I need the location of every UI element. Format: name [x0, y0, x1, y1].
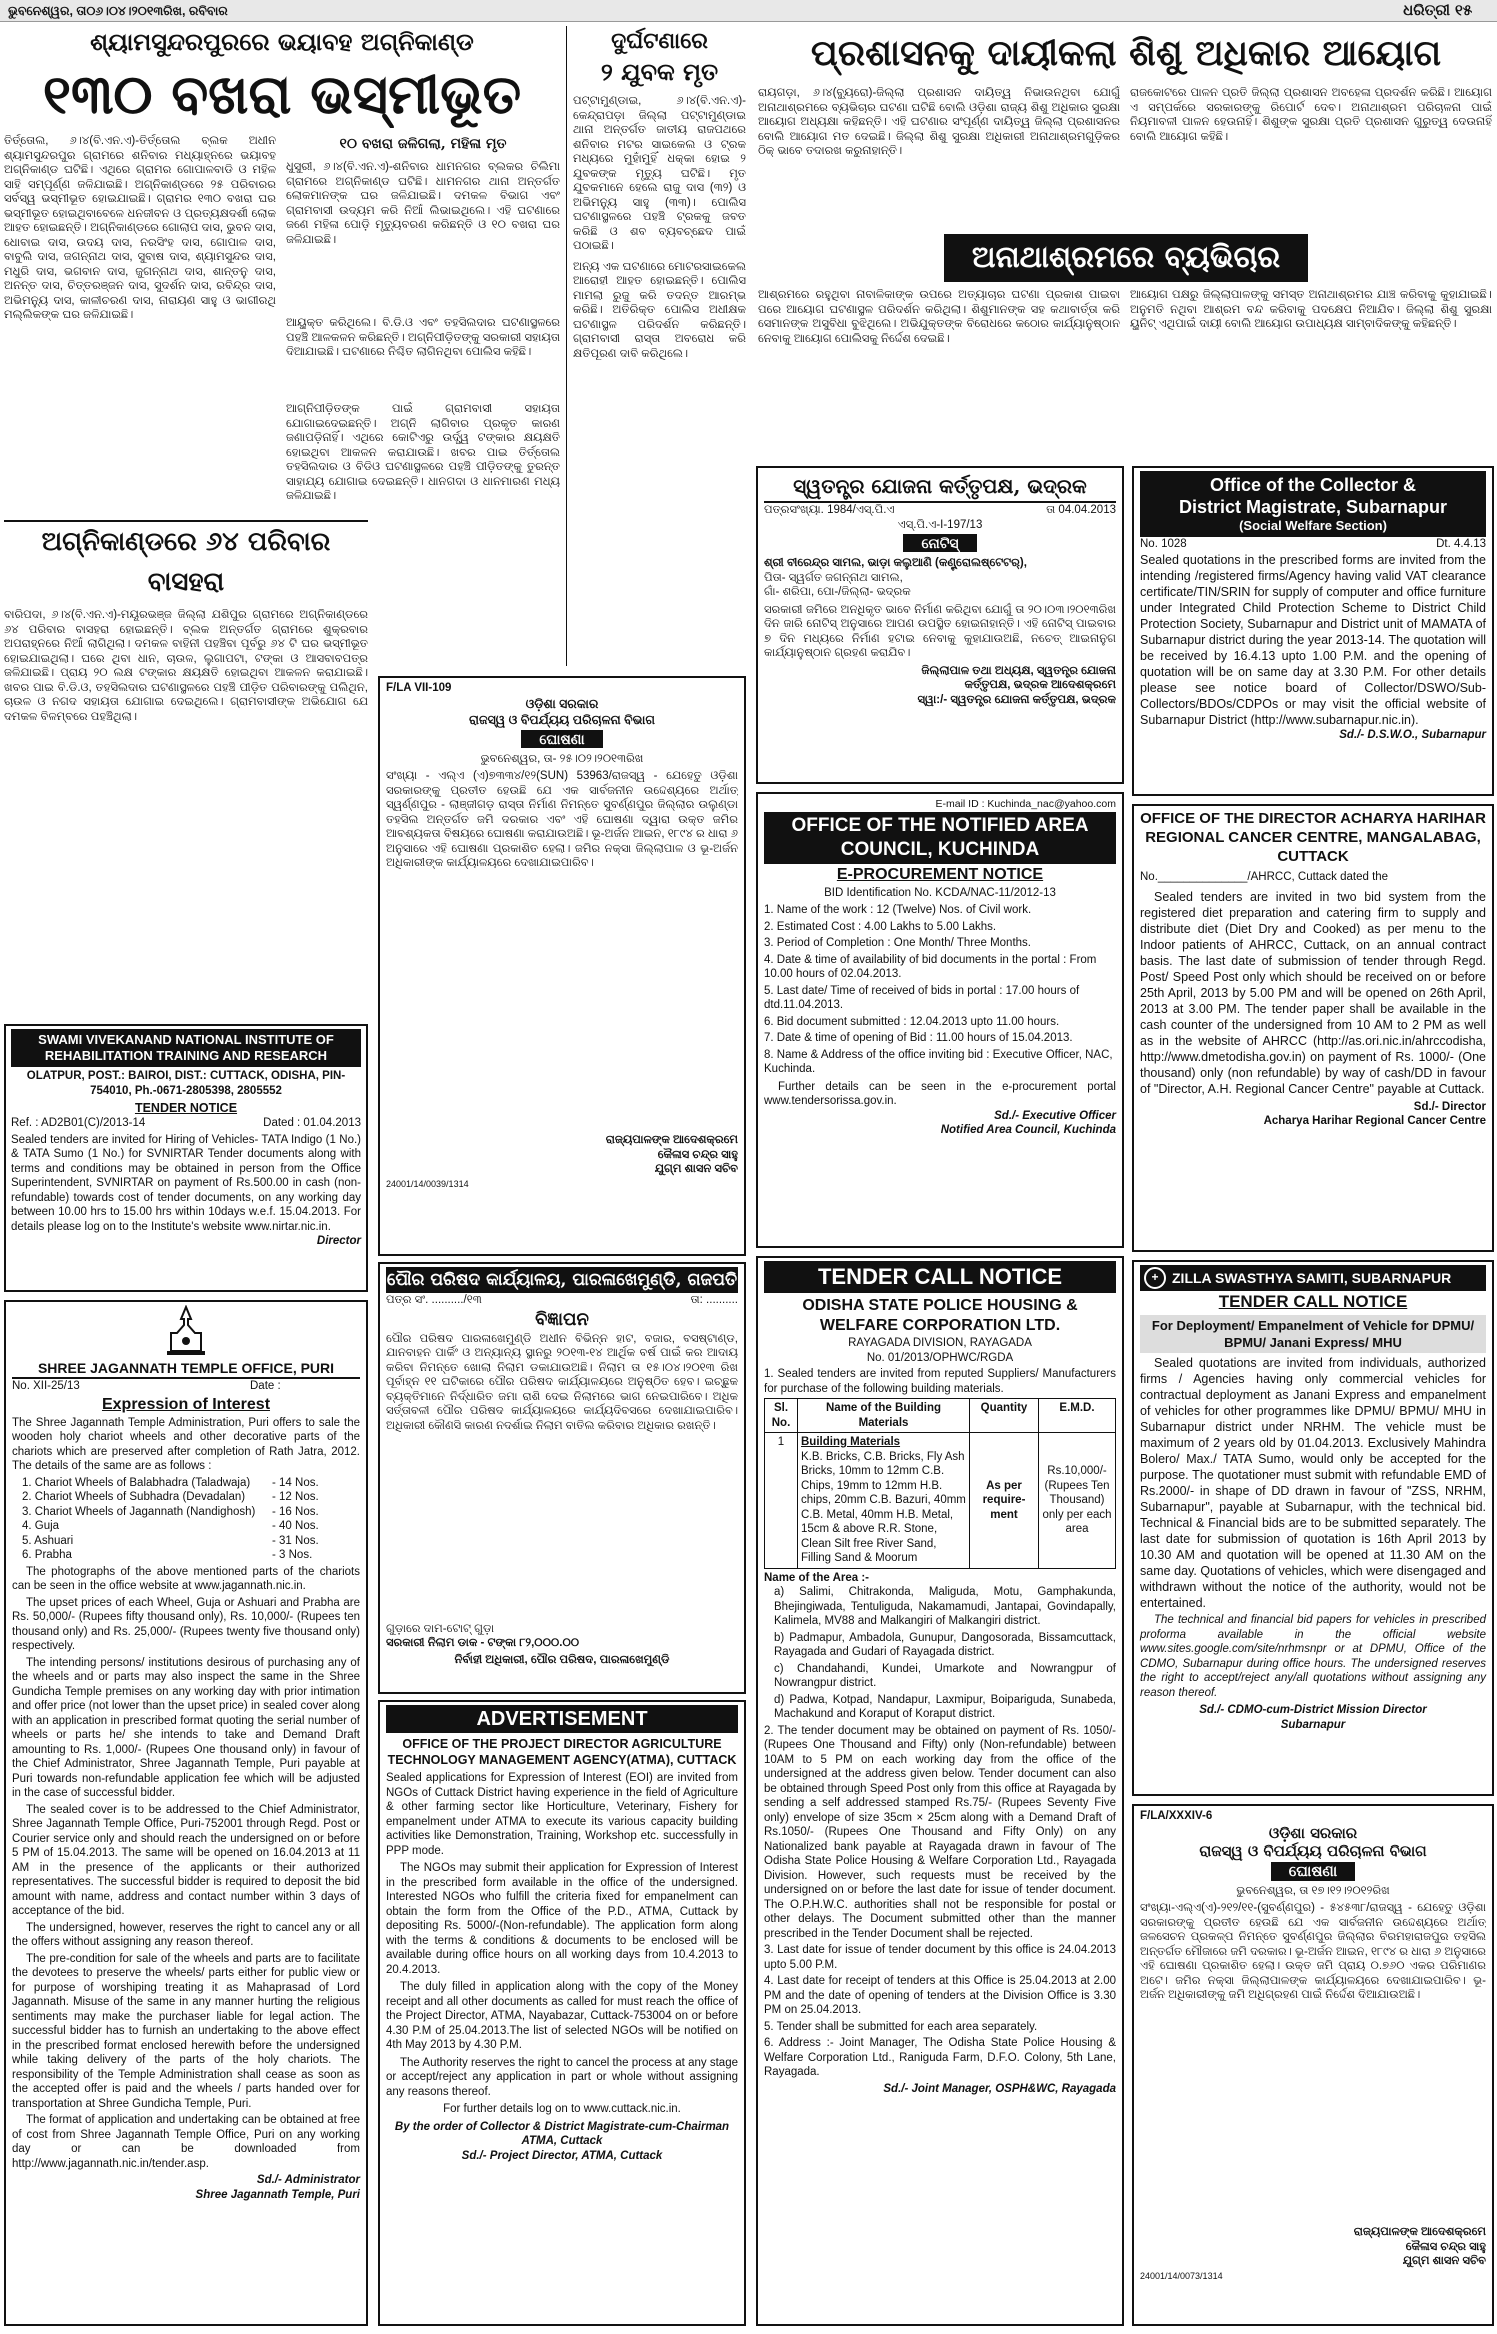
swatantra-to-2: ପିତା- ସ୍ୱର୍ଗତ ଜଗନ୍ନାଥ ସାମଲ, — [764, 571, 903, 584]
police-no: No. 01/2013/OPHWC/RGDA — [866, 1351, 1014, 1364]
jagannath-p2: The upset prices of each Wheel, Guja or Ashuari and Prabha are Rs. 50,000/- (Rupees fifty thousand only), Rs. 10,000/- (Rupees ten thousand only) and Rs. 25,000/- (Rupees twenty five thousand only) respectively. — [12, 1596, 360, 1652]
jagannath-p6: The pre-condition for sale of the wheels and parts are to facilitate the devotees to preserve the wheels/ parts either for public view or for purpose of worshiping treating it as Mahaprasad of Lord Jagannath. Misuse of the same in any manner hurting the religious sentiments may make the purchaser liable for legal action. The successful bidder has to furnish an undertaking to the above effect in the prescribed format enclosed herewith before the undersigned while taking delivery of the parts of the holy chariots. The responsibility of the Temple Administration shall cease as soon as the accepted offer is paid and the wheels / parts handed over for transportation at Shree Gundicha Temple, Puri. — [12, 1952, 360, 2110]
kuchinda-title: OFFICE OF THE NOTIFIED AREA COUNCIL, KUCHINDA — [764, 812, 1116, 864]
fire-body-3: ଧୁସୁରୀ, ୬।୪(ବି.ଏନ.ଏ)-ଶନିବାର ଧାମନଗର ବ୍ଲକର ଚିଲିମା ଗ୍ରାମରେ ଅଗ୍ନିକାଣ୍ଡ ଘଟିଛି। ଧାମନଗର ଥାନା ଅନ୍ତର୍ଗତ ଲୋକମାନଙ୍କ ଘର ଜଳିଯାଇଛି। ଦମକଳ ବିଭାଗ ଏବଂ ଗ୍ରାମବାସୀ ଉଦ୍ୟମ କରି ନିଆଁ ଲିଭାଇଥିଲେ। ଏହି ଘଟଣାରେ ଜଣେ ମହିଳା ପୋଡ଼ି ମୃତ୍ୟୁବରଣ କରିଛନ୍ତି ଓ ୧୦ ବଖରା ଘର ଜଳିଯାଇଛି। — [286, 161, 560, 246]
fire-headline: ୧୩୦ ବଖରା ଭସ୍ମୀଭୂତ — [42, 62, 522, 126]
swatantra-file: ଏସ୍.ପି.ଏ-I-197/13 — [897, 518, 983, 531]
atma-sign-1: By the order of Collector & District Magistrate-cum-Chairman ATMA, Cuttack — [394, 2120, 730, 2147]
table-cell-name-title: Building Materials — [801, 1436, 901, 1448]
list-item: 5. Last date/ Time of received of bids in portal : 17.00 hours of dtd.11.04.2013. — [764, 984, 1080, 1011]
child-rights-col-4: ଆୟୋଗ ପକ୍ଷରୁ ଜିଲ୍ଲାପାଳଙ୍କୁ ସମସ୍ତ ଅନାଥାଶ୍ରମର ଯାଞ୍ଚ କରିବାକୁ କୁହାଯାଇଛି। ଅନୁମତି ନଥିବା ଆଶ୍ରମ ବନ୍ଦ କରିବାକୁ ପଦକ୍ଷେପ ନିଆଯିବ। ଜିଲ୍ଲା ଶିଶୁ ସୁରକ୍ଷା ୟୁନିଟ୍ ଏଥିପାଇଁ ଦାୟୀ ବୋଲି ଆୟୋଗ ଉପାଧ୍ୟକ୍ଷ ସାମ୍ବାଦିକଙ୍କୁ କହିଛନ୍ତି। — [1130, 289, 1492, 330]
kuchinda-procurement — [756, 792, 1124, 1248]
child-rights-col-2: ରାଜକୋଟରେ ପାଳନ ପ୍ରତି ଜିଲ୍ଲା ପ୍ରଶାସନ ଅବହେଳା ପ୍ରଦର୍ଶନ କରିଛି। ଆୟୋଗ ଏ ସମ୍ପର୍କରେ ସରକାରଙ୍କୁ ରିପୋର୍ଟ ଦେବ। ଅନାଥାଶ୍ରମ ପରିଚାଳନା ପାଇଁ ନିୟମାବଳୀ ପାଳନ ହେଉନାହିଁ। ଶିଶୁଙ୍କ ସୁରକ୍ଷା ପ୍ରତି ପ୍ରଶାସନ ଗୁରୁତ୍ୱ ଦେଉନାହିଁ ବୋଲି ଆୟୋଗ କହିଛି। — [1130, 87, 1492, 143]
table-row — [765, 1433, 1116, 1569]
cancer-centre-tender — [1132, 804, 1494, 1252]
list-item: 2. Estimated Cost : 4.00 Lakhs to 5.00 Lakhs. — [764, 920, 997, 933]
list-item: 3. Period of Completion : One Month/ Three Months. — [764, 937, 1031, 949]
revenue2-sign-2: କୈଳାସ ଚନ୍ଦ୍ର ସାହୁ — [1405, 2240, 1486, 2253]
police-intro: 1. Sealed tenders are invited from reputed Suppliers/ Manufacturers for purchase of the following building materials. — [764, 1368, 1116, 1395]
zilla-title: ZILLA SWASTHYA SAMITI, SUBARNAPUR — [1172, 1270, 1452, 1286]
list-item-label: 6. Prabha — [22, 1549, 72, 1561]
zilla-body: Sealed quotations are invited from individuals, authorized firms / Agencies having only commercial vehicles for contractual deployment as Janani Express and empanelment of vehicles for other programmes like DPMU/ BPMU/ MHU in Subarnapur district under NRHM. The vehicle must be maximum of 2 years old by 01.04.2013. Exclusively Mahindra Bolero/ Max./ TATA Sumo, would only be accepted for the purpose. The quotationer must submit with refundable EMD of Rs.2000/- in shape of DD drawn in favour of "ZSS, NRHM, Subarnapur", payable at Subarnapur, with the technical bid. Technical & Financial bids are to be submitted separately. The last date for submission of quotation is 16th April 2013 by 10.30 AM and quotation will be opened at 11.30 AM on the same day. Quotations of vehicles, which were disengaged and withdrawn without the notice of the authority, would not be entertained. — [1140, 1356, 1486, 1610]
subarnapur-title-2: District Magistrate, Subarnapur — [1178, 497, 1448, 517]
police-division: RAYAGADA DIVISION, RAYAGADA — [848, 1337, 1032, 1349]
swatantra-to-3: ଗାଁ- ଶରିପା, ପୋ-/ଜିଲ୍ଲା- ଭଦ୍ରକ — [764, 586, 911, 598]
atma-p3: The duly filled in application along with the copy of the Money receipt and all other documents as called for must reach the office of the Project Director, ATMA, Nayabazar, Cuttack-753004 on or before 4.30 P.M of 25.04.2013.The list of selected NGOs will be notified on 4th May 2013 by 4.30 P.M. — [386, 1981, 738, 2051]
svnirtar-address: OLATPUR, POST.: BAIROI, DIST.: CUTTACK, ODISHA, PIN-754010, Ph.-0671-2805398, 2805552 — [26, 1070, 346, 1097]
table-header-cell: E.M.D. — [1039, 1399, 1116, 1433]
fire64-headline: ଅଗ୍ନିକାଣ୍ଡରେ ୬୪ ପରିବାର ବାସହରା — [41, 527, 331, 597]
child-rights-story — [758, 26, 1494, 462]
revenue-notice-2 — [1132, 1804, 1494, 2326]
paralakhemundi-sign: ନିର୍ବାହୀ ଅଧିକାରୀ, ପୌର ପରିଷଦ, ପାରଳାଖେମୁଣ୍ଡି — [454, 1653, 670, 1666]
svnirtar-ref: Ref. : AD2B01(C)/2013-14 — [11, 1117, 146, 1129]
jagannath-sign-2: Shree Jagannath Temple, Puri — [195, 2188, 360, 2201]
list-item: a) Salimi, Chitrakonda, Maliguda, Motu, Gamphakunda, Bhejingiwada, Tentuliguda, Nakamamudi, Jantapai, Govindapally, Kalimela, MV88 and Malkangiri of Malkangiri district. — [774, 1586, 1116, 1627]
subarnapur-collector — [1132, 466, 1494, 796]
masthead-date: ଭୁବନେଶ୍ୱର, ତା୦୬।୦୪।୨୦୧୩ରିଖ, ରବିବାର — [8, 4, 228, 18]
table-cell-name — [798, 1433, 970, 1569]
jagannath-p4: The sealed cover is to be addressed to the Chief Administrator, Shree Jagannath Temple Office, Puri-752001 through Regd. Post or Courier service only and should reach the undersigned on or before 5 PM of 15.04.2013. The same will be opened on 16.04.2013 at 11 AM in the presence of the applicants or their authorized representatives. The successful bidder is required to deposit the bid amount with name, address and contact number within 3 days of acceptance of the bid. — [12, 1803, 360, 1917]
fire-body-2: ଆଗ୍ନିପୀଡ଼ିତଙ୍କ ପାଇଁ ଗ୍ରାମବାସୀ ସହାୟତା ଯୋଗାଇଦେଇଛନ୍ତି। ଅଗ୍ନି ଲାଗିବାର ପ୍ରକୃତ କାରଣ ଜଣାପଡ଼ିନାହିଁ। ଏଥିରେ କୋଟିଏରୁ ଉର୍ଦ୍ଧ୍ୱ ଟଙ୍କାର କ୍ଷୟକ୍ଷତି ହୋଇଥିବା ଆକଳନ କରାଯାଉଛି। ଖବର ପାଇ ତିର୍ତ୍ତୋଲ ତହସିଲଦାର ଓ ବିଡିଓ ଘଟଣାସ୍ଥଳରେ ପହଞ୍ଚି ପୀଡ଼ିତଙ୍କୁ ତୁରନ୍ତ ସାହାଯ୍ୟ ଯୋଗାଇ ଦେଇଛନ୍ତି। ଧାନଗଦା ଓ ଧାନମାରଣ ମଧ୍ୟ ଜଳିଯାଇଛି। — [286, 403, 560, 502]
paralakhemundi-amount: ସରକାରୀ ନିଲାମ ଡାକ - ଟଙ୍କା ୮୨,୦୦୦.୦୦ — [386, 1637, 580, 1649]
revenue2-code: 24001/14/0073/1314 — [1140, 2270, 1223, 2281]
subarnapur-body: Sealed quotations in the prescribed forms are invited from the intending /registered firms/Agency having valid VAT clearance certificate/TIN/SRIN for supply of computer and office furniture under Integrated Child Protection Scheme to District Child Protection Society, Subarnapur and District unit of MAMATA of Subarnapur district during the year 2013-14. The quotation will be received by 16.4.13 upto 1.00 P.M. and the opening of quotation will be on same day at 3.30 P.M. For other details please see notice board of Collector/DSWO/Sub-Collectors/BDOs/CDPOs or may visit the official website of Subarnapur District (http://www.subarnapur.nic.in). — [1140, 552, 1486, 727]
table-header-row — [765, 1399, 1116, 1433]
accident-body-2: ଅନ୍ୟ ଏକ ଘଟଣାରେ ମୋଟରସାଇକେଲ ଆରୋହୀ ଆହତ ହୋଇଛନ୍ତି। ପୋଲିସ ମାମଲା ରୁଜୁ କରି ତଦନ୍ତ ଆରମ୍ଭ କରିଛି। ଅତିରିକ୍ତ ପୋଲିସ ଅଧୀକ୍ଷକ ଘଟଣାସ୍ଥଳ ପରିଦର୍ଶନ କରିଛନ୍ତି। ଗ୍ରାମବାସୀ ରାସ୍ତା ଅବରୋଧ କରି କ୍ଷତିପୂରଣ ଦାବି କରିଥିଲେ। — [573, 260, 746, 360]
kuchinda-sign-1: Sd./- Executive Officer — [994, 1109, 1116, 1122]
subarnapur-header — [1140, 471, 1486, 537]
police-p5: 5. Tender shall be submitted for each area separately. — [764, 2020, 1038, 2033]
svnirtar-title: SWAMI VIVEKANAND NATIONAL INSTITUTE OF REHABILITATION TRAINING AND RESEARCH — [11, 1029, 361, 1067]
zilla-sign-1: Sd./- CDMO-cum-District Mission Director — [1199, 1704, 1427, 1716]
jagannath-p5: The undersigned, however, reserves the right to cancel any or all the offers without assigning any reason thereof. — [12, 1921, 360, 1948]
revenue2-notice-label: ଘୋଷଣା — [1271, 1862, 1355, 1881]
police-p6: 6. Address :- Joint Manager, The Odisha State Police Housing & Welfare Corporation Ltd., Raniguda Farm, D.F.O. Colony, 5th Lane, Rayagada. — [764, 2037, 1116, 2078]
list-item: c) Chandahandi, Kundei, Umarkote and Nowrangpur of Nowrangpur district. — [774, 1662, 1116, 1689]
kuchinda-notice: E-PROCUREMENT NOTICE — [836, 865, 1044, 883]
jagannath-date: Date : — [250, 1380, 281, 1392]
police-areas — [764, 1585, 1116, 1722]
svnirtar-notice: TENDER NOTICE — [134, 1101, 238, 1115]
masthead — [0, 0, 1497, 22]
zilla-sign-2: Subarnapur — [1280, 1718, 1346, 1731]
table-header-cell: Quantity — [970, 1399, 1039, 1433]
table-cell-name-list: K.B. Bricks, C.B. Bricks, Fly Ash Bricks, 10mm to 12mm C.B. Chips, 19mm to 12mm H.B. chips, 20mm C.B. Bazuri, 40mm C.B. Metal, 40mm H.B. Metal, 15cm & above R.R. Stone, Clean Silt free River Sand, Filling Sand & Moorum — [801, 1450, 966, 1564]
list-item-label: 3. Chariot Wheels of Jagannath (Nandighosh) — [22, 1505, 256, 1518]
svnirtar-dated: Dated : 01.04.2013 — [263, 1117, 361, 1129]
list-item — [22, 1505, 360, 1520]
list-item: 4. Date & time of availability of bid documents in the portal : From 10.00 hours of 02.04.2013. — [764, 953, 1097, 980]
list-item: d) Padwa, Kotpad, Nandapur, Laxmipur, Boipariguda, Sunabeda, Machakund and Koraput of Koraput district. — [774, 1693, 1116, 1720]
zilla-p2: The technical and financial bid papers for vehicles in prescribed proforma available in the official website www.sites.google.com/site/nrhmsnpr or at DPMU, Office of the CDMO, Subarnapur during office hours. The undersigned reserves the right to accept/reject any/all quotations without assigning any reason thereof. — [1140, 1614, 1486, 1699]
atma-advertisement — [378, 1700, 746, 2326]
cancer-sign-2: Acharya Harihar Regional Cancer Centre — [1263, 1115, 1486, 1127]
cancer-body: Sealed tenders are invited in two bid system from the registered diet preparation and catering firm to supply and distribute diet (Diet Dry and Cooked) as per menu to the Indoor patients of AHRCC, Cuttack, on an annual contract basis. The last date of submission of tender through Regd. Post/ Speed Post only which should be received on or before 25th April, 2013 by 5.00 PM and will be opened on 26th April, 2013 at 3.00 PM. The tender paper shall be available in the cash counter of the undersigned from 10 AM to 2 PM as well as in the website of AHRCC (http://as.ori.nic.in/ahrccodisha, http://www.dmetodisha.gov.in) on payment of Rs. 1000/- (One thousand) only (non refundable) by way of cash/DD in favour of "Director, A.H. Regional Cancer Centre" payable at Cuttack. — [1140, 889, 1486, 1096]
police-org: ODISHA STATE POLICE HOUSING & WELFARE CORPORATION LTD. — [802, 1297, 1078, 1334]
table-header-cell: Sl. No. — [765, 1399, 798, 1433]
kuchinda-email: E-mail ID : Kuchinda_nac@yahoo.com — [935, 798, 1116, 810]
orphanage-label-box: ଅନାଥାଶ୍ରମରେ ବ୍ୟଭିଚାର — [944, 234, 1308, 282]
kuchinda-items — [764, 903, 1116, 1077]
list-item-qty: - 3 Nos. — [272, 1549, 313, 1561]
atma-office: OFFICE OF THE PROJECT DIRECTOR AGRICULTURE TECHNOLOGY MANAGEMENT AGENCY(ATMA), CUTTACK — [387, 1737, 737, 1767]
paralakhemundi-no: ପତ୍ର ସଂ. ........../୧୩ — [386, 1294, 482, 1306]
temple-emblem-icon — [12, 1305, 360, 1359]
zilla-swasthya-tender — [1132, 1260, 1494, 1796]
list-item-label: 1. Chariot Wheels of Balabhadra (Taladwaja) — [22, 1476, 251, 1489]
revenue2-gov: ଓଡ଼ିଶା ସରକାର — [1268, 1823, 1358, 1842]
list-item — [22, 1548, 360, 1563]
revenue1-code: 24001/14/0039/1314 — [386, 1178, 469, 1189]
revenue1-gov: ଓଡ଼ିଶା ସରକାର — [525, 696, 599, 711]
zilla-sub: For Deployment/ Empanelment of Vehicle for DPMU/ BPMU/ Janani Express/ MHU — [1140, 1315, 1486, 1353]
list-item: 6. Bid document submitted : 12.04.2013 upto 11.00 hours. — [764, 1015, 1060, 1028]
revenue1-notice-label: ଘୋଷଣା — [521, 730, 602, 748]
accident-body-1: ପଟ୍ଟାମୁଣ୍ଡାଇ, ୬।୪(ବି.ଏନ.ଏ)-କେନ୍ଦ୍ରାପଡ଼ା ଜିଲ୍ଲା ପଟ୍ଟାମୁଣ୍ଡାଇ ଥାନା ଅନ୍ତର୍ଗତ ଜାତୀୟ ରାଜପଥରେ ଶନିବାର ମଟର ସାଇକେଲ ଓ ଟ୍ରକ ମଧ୍ୟରେ ମୁହାଁମୁହିଁ ଧକ୍କା ହୋଇ ୨ ଯୁବକଙ୍କ ମୃତ୍ୟୁ ଘଟିଛି। ମୃତ ଯୁବକମାନେ ହେଲେ ରାଜୁ ଦାସ (୩୨) ଓ ଅଭିମନ୍ୟୁ ସାହୁ (୩୩)। ପୋଲିସ ଘଟଣାସ୍ଥଳରେ ପହଞ୍ଚି ଟ୍ରକକୁ ଜବତ କରିଛି ଓ ଶବ ବ୍ୟବଚ୍ଛେଦ ପାଇଁ ପଠାଇଛି। — [573, 95, 746, 252]
swatantra-body: ସରକାରୀ ଜମିରେ ଅନଧିକୃତ ଭାବେ ନିର୍ମାଣ କରିଥିବା ଯୋଗୁଁ ତା ୨୦।୦୩।୨୦୧୩ରିଖ ଦିନ ଜାରି ନୋଟିସ୍ ଅନୁସାରେ ଆପଣ ଉପସ୍ଥିତ ହୋଇନାହାନ୍ତି। ଏହି ନୋଟିସ୍ ପାଇବାର ୭ ଦିନ ମଧ୍ୟରେ ନିର୍ମାଣ ହଟାଇ ନେବାକୁ କୁହାଯାଉଅଛି, ନଚେତ୍ ଆଇନାନୁଗ କାର୍ଯ୍ୟାନୁଷ୍ଠାନ ଗ୍ରହଣ କରାଯିବ। — [764, 603, 1116, 659]
list-item-qty: - 40 Nos. — [272, 1520, 319, 1532]
cancer-title: OFFICE OF THE DIRECTOR ACHARYA HARIHAR REGIONAL CANCER CENTRE, MANGALABAG, CUTTACK — [1140, 810, 1486, 865]
fire-story — [4, 26, 560, 510]
swatantra-notice-label: ନୋଟିସ୍ — [903, 534, 976, 552]
jagannath-p1: The photographs of the above mentioned parts of the chariots can be seen in the office website at www.jagannath.nic.in. — [12, 1565, 360, 1592]
subarnapur-sign: Sd./- D.S.W.O., Subarnapur — [1339, 728, 1486, 741]
table-cell-qty: As per require-ment — [970, 1433, 1039, 1569]
revenue1-ref: F/LA VII-109 — [386, 682, 452, 694]
subarnapur-title-1: Office of the Collector & — [1209, 475, 1416, 495]
cancer-no: No.______________/AHRCC, Cuttack dated the — [1140, 871, 1389, 883]
jagannath-no: No. XII-25/13 — [12, 1380, 80, 1392]
swatantra-notice — [756, 466, 1124, 784]
kuchinda-bid: BID Identification No. KCDA/NAC-11/2012-13 — [824, 886, 1056, 899]
list-item-qty: - 31 Nos. — [272, 1534, 319, 1547]
accident-headline: ୨ ଯୁବକ ମୃତ — [600, 57, 719, 86]
fire-body-1: ତିର୍ତ୍ତୋଲ, ୬।୪(ବି.ଏନ.ଏ)-ତିର୍ତ୍ତୋଲ ବ୍ଲକ ଅଧୀନ ଶ୍ୟାମସୁନ୍ଦରପୁର ଗ୍ରାମରେ ଶନିବାର ମଧ୍ୟାହ୍ନରେ ଭୟାବହ ଅଗ୍ନିକାଣ୍ଡ ଘଟିଛି। ଏଥିରେ ଗ୍ରାମର ଗୋପାଳବାଡି ଓ ମହିଳ ସାହି ସମ୍ପୂର୍ଣ୍ଣ ଜଳିଯାଇଛି। ଅଗ୍ନିକାଣ୍ଡରେ ୨୫ ପରିବାରର ସର୍ବସ୍ୱ ଭସ୍ମୀଭୂତ ହୋଇଯାଇଛି। ଗ୍ରାମର ୧୩୦ ବଖରା ଘର ଭସ୍ମୀଭୂତ ହୋଇଥିବାବେଳେ ଧନଜୀବନ ଓ ପ୍ରତ୍ୟକ୍ଷଦର୍ଶୀ ଲୋକ ଆହତ ହୋଇଛନ୍ତି। ଅଗ୍ନିକାଣ୍ଡରେ ଗୋଲାପ ଦାସ, ଭୁବନ ଦାସ, ଧୋବାଇ ଦାସ, ଉଦୟ ଦାସ, ନରସିଂହ ଦାସ, ଗୋପାଳ ଦାସ, ବାବୁଲି ଦାସ, ଜଗନ୍ନାଥ ଦାସ, ସୁବାଷ ଦାସ, ଶ୍ୟାମସୁନ୍ଦର ଦାସ, ମଧୁରି ଦାସ, ଭଗବାନ ଦାସ, ଜୁଗନ୍ନାଥ ଦାସ, ଶାନ୍ତନୁ ଦାସ, ଅନନ୍ତ ଦାସ, ଚିତ୍ତରଞ୍ଜନ ଦାସ, ସୁଦର୍ଶନ ଦାସ, ରବିନ୍ଦ୍ର ଦାସ, ଅଭିମନ୍ୟୁ ଦାସ, କାଳୀଚରଣ ଦାସ, ନାରାୟଣ ସାହୁ ଓ ଭାଗୀରଥି ମଲ୍ଲିକଙ୍କ ଘର ଜଳିଯାଇଛି। — [4, 135, 276, 321]
accident-story — [566, 26, 746, 666]
revenue1-dept: ରାଜସ୍ୱ ଓ ବିପର୍ଯ୍ୟୟ ପରିଚାଳନା ବିଭାଗ — [469, 712, 655, 727]
subarnapur-no: No. 1028 — [1140, 538, 1187, 550]
paralakhemundi-body: ପୌର ପରିଷଦ ପାରଳାଖେମୁଣ୍ଡି ଅଧୀନ ବିଭିନ୍ନ ହାଟ, ବଜାର, ବସଷ୍ଟାଣ୍ଡ, ଯାନବାହନ ପାର୍କିଂ ଓ ଅନ୍ୟାନ୍ୟ ସ୍ଥାନରୁ ୨୦୧୩-୧୪ ଆର୍ଥିକ ବର୍ଷ ପାଇଁ କର ଆଦାୟ କରିବା ନିମନ୍ତେ ଖୋଲା ନିଲାମ ଡକାଯାଉଅଛି। ନିଲାମ ତା ୧୫।୦୪।୨୦୧୩ ରିଖ ପୂର୍ବାହ୍ନ ୧୧ ଘଟିକାରେ ପୌର ପରିଷଦ କାର୍ଯ୍ୟାଳୟରେ ଅନୁଷ୍ଠିତ ହେବ। ଇଚ୍ଛୁକ ବ୍ୟକ୍ତିମାନେ ନିର୍ଦ୍ଧାରିତ ଜମା ରାଶି ଦେଇ ନିଲାମରେ ଭାଗ ନେଇପାରିବେ। ଅଧିକ ସର୍ତ୍ତାବଳୀ ପୌର ପରିଷଦ କାର୍ଯ୍ୟାଳୟରେ କାର୍ଯ୍ୟଦିବସରେ ଦେଖାଯାଇପାରିବ। ଅଧିକାରୀ କୌଣସି କାରଣ ନଦର୍ଶାଇ ନିଲାମ ବାତିଲ କରିବାର ଅଧିକାର ରଖନ୍ତି। — [386, 1332, 738, 1432]
masthead-page-number: ୧୫ — [1455, 1, 1473, 19]
fire64-body: ବାରିପଦା, ୬।୪(ବି.ଏନ.ଏ)-ମୟୂରଭଞ୍ଜ ଜିଲ୍ଲା ଯଶିପୁର ଗ୍ରାମରେ ଅଗ୍ନିକାଣ୍ଡରେ ୬୪ ପରିବାର ବାସହରା ହୋଇଛନ୍ତି। ବ୍ଲକ ଅନ୍ତର୍ଗତ ଗ୍ରାମରେ ଶୁକ୍ରବାର ଅପରାହ୍ନରେ ନିଆଁ ଲାଗିଥିଲା। ଦମକଳ ବାହିନୀ ପହଞ୍ଚିବା ପୂର୍ବରୁ ୬୪ ଟି ଘର ଭସ୍ମୀଭୂତ ହୋଇଯାଇଥିଲା। ଘରେ ଥିବା ଧାନ, ଚାଉଳ, ଲୁଗାପଟା, ଟଙ୍କା ଓ ଆସବାବପତ୍ର ଜଳିଯାଇଛି। ପ୍ରାୟ ୨୦ ଲକ୍ଷ ଟଙ୍କାର କ୍ଷୟକ୍ଷତି ହୋଇଥିବା ଆକଳନ କରାଯାଇଛି। ଖବର ପାଇ ବି.ଡି.ଓ, ତହସିଲଦାର ଘଟଣାସ୍ଥଳରେ ପହଞ୍ଚି ପୀଡ଼ିତ ପରିବାରଙ୍କୁ ପଲିଥିନ, ଚାଉଳ ଓ ନଗଦ ସହାୟତା ଯୋଗାଇ ଦେଇଥିଲେ। ଗ୍ରାମବାସୀଙ୍କ ଅଭିଯୋଗ ଯେ ଦମକଳ ବିଳମ୍ବରେ ପହଞ୍ଚିଥିଲା। — [4, 609, 368, 723]
revenue1-sign-3: ଯୁଗ୍ମ ଶାସନ ସଚିବ — [654, 1163, 738, 1175]
svnirtar-sign: Director — [316, 1235, 361, 1247]
fire-subhead: ୧୦ ବଖରା ଜଳିଗଲା, ମହିଳା ମୃତ — [339, 136, 507, 152]
list-item — [22, 1490, 360, 1505]
svnirtar-body: Sealed tenders are invited for Hiring of Vehicles- TATA Indigo (1 No.) & TATA Sumo (1 No.) for SVNIRTAR Tender documents along with terms and conditions may be obtained in person from the Office Superintendent, SVNIRTAR on payment of Rs.500.00 in cash (non-refundable) towards cost of tender documents, on any working day between 10.00 hrs to 15.00 hrs within 10days w.e.f. 15.04.2013. For details please log on to the Institute's website www.nirtar.nic.in. — [11, 1133, 361, 1233]
swatantra-sign-3: ସ୍ୱା:/- ସ୍ୱତନ୍ତ୍ର ଯୋଜନା କର୍ତ୍ତୃପକ୍ଷ, ଭଦ୍ରକ — [917, 693, 1116, 706]
zilla-notice: TENDER CALL NOTICE — [1218, 1292, 1408, 1311]
list-item: 7. Date & time of opening of Bid : 11.00 hours of 15.04.2013. — [764, 1032, 1073, 1044]
list-item — [22, 1476, 360, 1491]
swatantra-no: ପତ୍ରସଂଖ୍ୟା. 1984/ଏସ୍.ପି.ଏ — [764, 504, 895, 516]
accident-kicker: ଦୁର୍ଘଟଣାରେ — [611, 28, 708, 54]
revenue2-ref: F/LA/XXXIV-6 — [1140, 1810, 1213, 1822]
fire64-story — [4, 520, 368, 1022]
list-item-qty: - 16 Nos. — [272, 1505, 319, 1518]
paralakhemundi-ad — [378, 1262, 746, 1694]
swatantra-dt: ତା 04.04.2013 — [1046, 504, 1116, 516]
revenue1-sign-1: ରାଜ୍ୟପାଳଙ୍କ ଆଦେଶକ୍ରମେ — [605, 1134, 738, 1146]
police-p4: 4. Last date for receipt of tenders at this Office is 25.04.2013 at 2.00 PM and the date of opening of tenders at the Division Office is 3.30 PM on 25.04.2013. — [764, 1975, 1116, 2016]
jagannath-p3: The intending persons/ institutions desirous of purchasing any of the wheels and or parts may also inspect the same in the Shree Gundicha Temple premises on any working day with prior intimation and offer price (not lower than the upset price) in sealed cover along with an application in prescribed format quoting the serial number of wheels or parts he/ she intends to take and Demand Draft amounting to Rs. 1,000/- (Rupees One thousand only) in favour of the Chief Administrator, Shree Jagannath Temple, Puri payable at Puri towards non-refundable application fee which will be adjusted in the case of successful bidder. — [12, 1656, 360, 1799]
masthead-paper-name: ଧରିତ୍ରୀ — [1403, 1, 1450, 19]
revenue-notice-1 — [378, 676, 746, 1256]
list-item: 1. Name of the work : 12 (Twelve) Nos. of Civil work. — [764, 904, 1032, 916]
list-item — [22, 1519, 360, 1534]
swatantra-sign-2: କର୍ତ୍ତୃପକ୍ଷ, ଭଦ୍ରକ ଆଦେଶକ୍ରମେ — [964, 679, 1116, 691]
child-rights-col-3: ଆଶ୍ରମରେ ରହୁଥିବା ନାବାଳିକାଙ୍କ ଉପରେ ଅତ୍ୟାଚାର ଘଟଣା ପ୍ରକାଶ ପାଇବା ପରେ ଆୟୋଗ ଘଟଣାସ୍ଥଳ ପରିଦର୍ଶନ କରିଥିଲା। ଶିଶୁମାନଙ୍କ ସହ କଥାବାର୍ତ୍ତା କରି ସେମାନଙ୍କ ଅସୁବିଧା ବୁଝିଥିଲେ। ଅଭିଯୁକ୍ତଙ୍କ ବିରୋଧରେ କଠୋର କାର୍ଯ୍ୟାନୁଷ୍ଠାନ ନେବାକୁ ଆୟୋଗ ପୋଲିସକୁ ନିର୍ଦ୍ଦେଶ ଦେଇଛି। — [758, 289, 1120, 345]
table-cell-emd: Rs.10,000/- (Rupees Ten Thousand) only per each area — [1039, 1433, 1116, 1569]
jagannath-eoi — [4, 1300, 368, 2326]
atma-p1: Sealed applications for Expression of Interest (EOI) are invited from NGOs of Cuttack District having experience in the field of Agriculture & other farming sector like Horticulture, Veterinary, Fishery for empanelment under ATMA to execute its various capacity building activities like Demonstration, Training, Workshop etc. successfully in PPP mode. — [386, 1772, 738, 1857]
paralakhemundi-heading: ବିଜ୍ଞାପନ — [535, 1308, 589, 1330]
atma-p4: The Authority reserves the right to cancel the process at any stage or accept/reject any application in part or whole without assigning any reasons thereof. — [386, 2056, 738, 2098]
list-item-qty: - 14 Nos. — [272, 1476, 319, 1489]
child-rights-headline: ପ୍ରଶାସନକୁ ଦାୟୀକଲା ଶିଶୁ ଅଧିକାର ଆୟୋଗ — [810, 32, 1442, 74]
jagannath-sign-1: Sd./- Administrator — [256, 2174, 360, 2186]
jagannath-title: SHREE JAGANNATH TEMPLE OFFICE, PURI — [12, 1359, 360, 1379]
revenue1-date: ଭୁବନେଶ୍ୱର, ତା- ୨୫।୦୨।୨୦୧୩ରିଖ — [480, 752, 644, 765]
swatantra-to-1: ଶ୍ରୀ ବୀରେନ୍ଦ୍ର ସାମଲ, ଭାଡ଼ା କଲୁଆଣି (କଣ୍ଟ୍ରୋଲଷ୍ଟେଟର୍), — [764, 557, 1027, 569]
list-item-label: 4. Guja — [22, 1520, 60, 1532]
revenue1-sign-2: କୈଳାସ ଚନ୍ଦ୍ର ସାହୁ — [657, 1148, 738, 1161]
swatantra-title: ସ୍ୱତନ୍ତ୍ର ଯୋଜନା କର୍ତ୍ତୃପକ୍ଷ, ଭଦ୍ରକ — [764, 471, 1116, 503]
atma-sign-2: Sd./- Project Director, ATMA, Cuttack — [461, 2149, 663, 2162]
list-item-qty: - 12 Nos. — [272, 1491, 319, 1503]
police-sign: Sd./- Joint Manager, OSPH&WC, Rayagada — [883, 2082, 1116, 2095]
atma-heading: ADVERTISEMENT — [386, 1705, 738, 1733]
revenue2-sign-3: ଯୁଗ୍ମ ଶାସନ ସଚିବ — [1402, 2255, 1486, 2267]
atma-p2: The NGOs may submit their application for Expression of Interest in the prescribed form available in the office of the undersigned. Interested NGOs who fulfill the criteria fixed for empanelment can obtain the form from the Office of the P.D., ATMA, Cuttack by depositing Rs. 5000/-(Non-refundable). The application form along with the terms & conditions & documents to be enclosed will be available during office hours on all working days from 10.4.2013 to 20.4.2013. — [386, 1862, 738, 1976]
paralakhemundi-dt: ତା: .......... — [690, 1294, 738, 1306]
subarnapur-section: (Social Welfare Section) — [1239, 518, 1387, 533]
subarnapur-dt: Dt. 4.4.13 — [1436, 538, 1486, 550]
health-emblem-icon: + — [1144, 1267, 1166, 1289]
kuchinda-sign-2: Notified Area Council, Kuchinda — [940, 1124, 1116, 1136]
list-item-label: 5. Ashuari — [22, 1534, 74, 1547]
jagannath-heading: Expression of Interest — [101, 1395, 271, 1413]
police-heading: TENDER CALL NOTICE — [764, 1261, 1116, 1293]
police-p3: 3. Last date for issue of tender document by this office is 24.04.2013 upto 5.00 P.M. — [764, 1944, 1116, 1971]
police-area-title: Name of the Area :- — [764, 1571, 870, 1584]
table-header-cell: Name of the Building Materials — [798, 1399, 970, 1433]
atma-p5: For further details log on to www.cuttack.nic.in. — [443, 2103, 681, 2115]
table-cell-sl: 1 — [765, 1433, 798, 1569]
police-p2: 2. The tender document may be obtained on payment of Rs. 1050/- (Rupees One Thousand and Fifty) only (Non-refundable) between 10AM to 5 PM on each working day from the office of the undersigned at the address given below. Tender document can also be obtained through Speed Post only from this office at Rayagada by sending a self addressed stamped Rs.75/- (Rupees Seventy Five only) envelope of size 35cm × 25cm along with a Demand Draft of Rs.1050/- (Rupees One Thousand and Fifty Only) on any Nationalized bank payable at Rayagada drawn in favour of The Odisha State Police Housing & Welfare Corporation Ltd., Rayagada Division. However, such requests must be received by the undersigned on or before the last date for issue of tender document. The O.P.H.W.C. authorities shall not be responsible for postal or other delays. The Document submitted other than the manner prescribed in the Tender Document shall be rejected. — [764, 1724, 1116, 1940]
list-item: 8. Name & Address of the office inviting bid : Executive Officer, NAC, Kuchinda. — [764, 1048, 1113, 1075]
paralakhemundi-title: ପୌର ପରିଷଦ କାର୍ଯ୍ୟାଳୟ, ପାରଳାଖେମୁଣ୍ଡି, ଗଜପତି — [386, 1267, 738, 1293]
revenue2-body: ସଂଖ୍ୟା-ଏଲ୍‌ଏ(ଏ)-୨୧୨/୧୧-(ସୁବର୍ଣ୍ଣପୁର) - ୫୪୫୩୮/ରାଜସ୍ୱ - ଯେହେତୁ ଓଡ଼ିଶା ସରକାରଙ୍କୁ ପ୍ରତୀତ ହେଉଛି ଯେ ଏକ ସାର୍ବଜନୀନ ଉଦ୍ଦେଶ୍ୟରେ ଅର୍ଥାତ୍ ଜଳସେଚନ ପ୍ରକଳ୍ପ ନିମନ୍ତେ ସୁବର୍ଣ୍ଣପୁର ଜିଲ୍ଲାର ବିରମହାରାଜପୁର ତହସିଲ ଅନ୍ତର୍ଗତ ମୌଜାରେ ଜମି ଦରକାର। ଭୂ-ଅର୍ଜନ ଆଇନ, ୧୮୯୪ ର ଧାରା ୬ ଅନୁସାରେ ଏହି ଘୋଷଣା ପ୍ରକାଶିତ ହେଲା। ଉକ୍ତ ଜମି ପ୍ରାୟ ୦.୭୬୦ ଏକର ପରିମାଣର ଅଟେ। ଜମିର ନକ୍ସା ଜିଲ୍ଲାପାଳଙ୍କ କାର୍ଯ୍ୟାଳୟରେ ଦେଖାଯାଇପାରିବ। ଭୂ-ଅର୍ଜନ ଅଧିକାରୀଙ୍କୁ ଜମି ଅଧିଗ୍ରହଣ ପାଇଁ ନିର୍ଦ୍ଦେଶ ଦିଆଯାଉଅଛି। — [1140, 1902, 1486, 2001]
materials-table — [764, 1398, 1116, 1569]
paralakhemundi-fee: ଗୁଡ଼ାରେ ଦାମ-ଟୋଟ୍ ଗୁଡ଼ା — [386, 1622, 495, 1635]
list-item: b) Padmapur, Ambadola, Gunupur, Dangosorada, Bissamcuttack, Rayagada and Gudari of Rayagada district. — [774, 1631, 1116, 1658]
swatantra-sign-1: ଜିଲ୍ଲାପାଳ ତଥା ଅଧ୍ୟକ୍ଷ, ସ୍ୱତନ୍ତ୍ର ଯୋଜନା — [921, 664, 1116, 677]
kuchinda-footer: Further details can be seen in the e-procurement portal www.tendersorissa.gov.in. — [764, 1080, 1116, 1107]
revenue1-body: ସଂଖ୍ୟା - ଏଲ୍‌ଏ (ଏ)୭୩୩୪/୧୨(SUN) 53963/ରାଜସ୍ୱ - ଯେହେତୁ ଓଡ଼ିଶା ସରକାରଙ୍କୁ ପ୍ରତୀତ ହେଉଛି ଯେ ଏକ ସାର୍ବଜନୀନ ଉଦ୍ଦେଶ୍ୟରେ ଅର୍ଥାତ୍ ସ୍ୱର୍ଣ୍ଣପୁର - ଲାଞ୍ଜୀଗଡ଼ ରାସ୍ତା ନିର୍ମାଣ ନିମନ୍ତେ ସୁବର୍ଣ୍ଣପୁର ଜିଲ୍ଲାର ଉଲୁଣ୍ଡା ତହସିଲ ଅନ୍ତର୍ଗତ ଜମି ଦରକାର ଏବଂ ଏହି ଘୋଷଣା ଦ୍ୱାରା ଉକ୍ତ ଜମିର ଆବଶ୍ୟକତା ବିଷୟରେ ଘୋଷଣା କରାଯାଉଅଛି। ଭୂ-ଅର୍ଜନ ଆଇନ, ୧୮୯୪ ର ଧାରା ୬ ଅନୁସାରେ ଏହି ଘୋଷଣା ପ୍ରକାଶିତ ହେଲା। ଜମିର ନକ୍ସା ଜିଲ୍ଲାପାଳ ଓ ଭୂ-ଅର୍ଜନ ଅଧିକାରୀଙ୍କ କାର୍ଯ୍ୟାଳୟରେ ଦେଖାଯାଇପାରିବ। — [386, 770, 738, 869]
revenue2-dept: ରାଜସ୍ୱ ଓ ବିପର୍ଯ୍ୟୟ ପରିଚାଳନା ବିଭାଗ — [1199, 1841, 1427, 1860]
jagannath-intro: The Shree Jagannath Temple Administration, Puri offers to sale the wooden holy chariot wheels and other decorative parts of the chariots which are preserved after completion of Rath Jatra, 2012. The details of the same are as follows : — [12, 1416, 360, 1472]
fire-kicker: ଶ୍ୟାମସୁନ୍ଦରପୁରରେ ଭୟାବହ ଅଗ୍ନିକାଣ୍ଡ — [90, 27, 474, 56]
fire-body-4: ଆୟୁକ୍ତ କରିଥିଲେ। ବି.ଡି.ଓ ଏବଂ ତହସିଲଦାର ଘଟଣାସ୍ଥଳରେ ପହଞ୍ଚି ଆଳକଳନ କରିଛନ୍ତି। ଅଗ୍ନିପୀଡ଼ିତଙ୍କୁ ସରକାରୀ ସହାୟତା ଦିଆଯାଇଛି। ଘଟଣାରେ ନିଶ୍ଚିତ ଲାଗିନଥିବା ପୋଲିସ କହିଛି। — [286, 317, 560, 358]
svnirtar-tender — [4, 1024, 368, 1292]
zilla-header — [1140, 1265, 1486, 1291]
jagannath-p7: The format of application and undertaking can be obtained at free of cost from Shree Jagannath Temple Office, Puri on any working day or can be downloaded from http://www.jagannath.nic.in/tender.asp. — [12, 2114, 360, 2170]
child-rights-col-1: ରାୟଗଡ଼ା, ୬।୪(ବ୍ୟୁରୋ)-ଜିଲ୍ଲା ପ୍ରଶାସନ ଦାୟିତ୍ୱ ନିଭାଉନଥିବା ଯୋଗୁଁ ଅନାଥାଶ୍ରମରେ ବ୍ୟଭିଚାର ଘଟଣା ଘଟିଛି ବୋଲି ଓଡ଼ିଶା ରାଜ୍ୟ ଶିଶୁ ଅଧିକାର ସୁରକ୍ଷା ଆୟୋଗ ଅଧ୍ୟକ୍ଷା କହିଛନ୍ତି। ଏହି ଘଟଣାର ସଂପୂର୍ଣ୍ଣ ଦାୟିତ୍ୱ ଜିଲ୍ଲା ପ୍ରଶାସନର ବୋଲି ଆୟୋଗ ମତ ଦେଇଛି। ଜିଲ୍ଲା ଶିଶୁ ସୁରକ୍ଷା ଅଧିକାରୀ ଅନାଥାଶ୍ରମଗୁଡ଼ିକର ଠିକ୍ ଭାବେ ତଦାରଖ କରୁନାହାନ୍ତି। — [758, 87, 1120, 157]
list-item-label: 2. Chariot Wheels of Subhadra (Devadalan) — [22, 1491, 246, 1503]
revenue2-sign-1: ରାଜ୍ୟପାଳଙ୍କ ଆଦେଶକ୍ରମେ — [1353, 2226, 1486, 2238]
police-tender — [756, 1256, 1124, 2326]
jagannath-item-list — [12, 1476, 360, 1563]
cancer-sign-1: Sd./- Director — [1413, 1100, 1486, 1113]
list-item — [22, 1534, 360, 1549]
revenue2-date: ଭୁବନେଶ୍ୱର, ତା ୧୭।୧୨।୨୦୧୨ରିଖ — [1236, 1884, 1390, 1897]
